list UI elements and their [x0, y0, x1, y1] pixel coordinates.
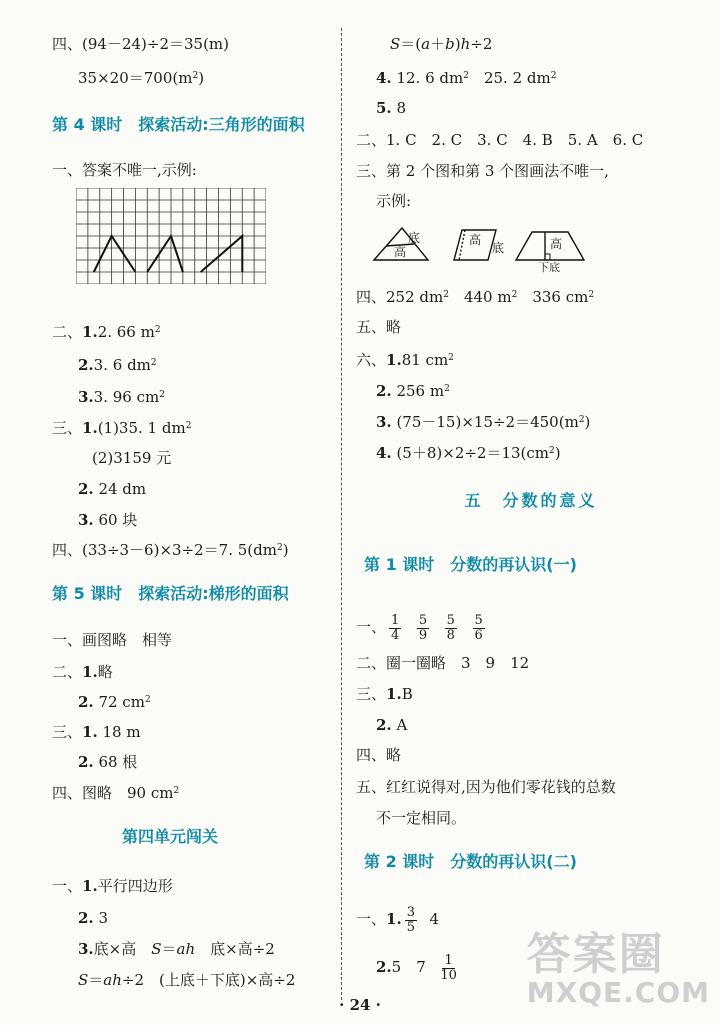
triangle-grid-drawing: [76, 188, 266, 284]
answer-line: 二、1.略: [52, 663, 113, 681]
answer-line: (2)3159 元: [92, 449, 172, 467]
answer-line: 3.3. 96 $cm^2$: [78, 388, 165, 406]
page-number: · 24 ·: [339, 996, 381, 1014]
answer-line: 五、红红说得对,因为他们零花钱的总数: [356, 778, 616, 796]
lesson-heading: 第 1 课时 分数的再认识(一): [364, 555, 577, 574]
answer-line: 2. 256 $m^2$: [376, 382, 450, 400]
answer-line: S＝ah÷2 (上底＋下底)×高÷2: [78, 971, 296, 989]
answer-line: 3. $(75-15)\times 15\div 2=450(m^2)$: [376, 413, 591, 431]
height-label: 高: [394, 245, 407, 259]
answer-line: 3. 60 块: [78, 511, 138, 529]
answer-line: 5. 8: [376, 99, 406, 117]
answer-line: S＝(a＋b)h÷2: [390, 35, 493, 53]
base-label: 底: [492, 241, 505, 255]
answer-line: 四、略: [356, 746, 402, 764]
base-label: 底: [408, 231, 421, 245]
answer-line: 二、1. C 2. C 3. C 4. B 5. A 6. C: [356, 131, 644, 149]
answer-line: 四、(94－24)÷2＝35(m): [52, 35, 230, 53]
answer-line: 2.5 7 $\frac{1}{10}$: [376, 952, 457, 983]
lesson-heading: 第 4 课时 探索活动:三角形的面积: [52, 115, 305, 134]
answer-line: 一、 $\frac{1}{4}$ $\frac{5}{9}$ $\frac{5}{8}$ $\frac{5}{6}$: [356, 612, 483, 643]
answer-line: 一、答案不唯一,示例:: [52, 161, 197, 179]
answer-line: 2. A: [376, 716, 408, 734]
answer-line: 三、第 2 个图和第 3 个图画法不唯一,: [356, 162, 609, 180]
watermark-logo-text: 答案圈: [526, 929, 665, 980]
answer-line: 一、1. $\frac{3}{5}$ 4: [356, 904, 440, 935]
fraction: $\frac{1}{4}$: [391, 612, 400, 643]
unit-heading: 第四单元闯关: [121, 827, 218, 846]
answer-line: 四、图略 90 $cm^2$: [52, 784, 180, 802]
answer-line: 六、1.81 $cm^2$: [356, 351, 454, 369]
fraction: $\frac{1}{10}$: [440, 952, 457, 983]
answer-line: $35\times 20=700(m^2)$: [78, 69, 205, 87]
answer-line: 4. $(5+8)\times 2\div 2=13(cm^2)$: [376, 444, 561, 462]
answer-line: 3.底×高 S＝ah 底×高÷2: [78, 940, 275, 958]
watermark-url: MXQE.COM: [526, 976, 710, 1009]
right-column: [342, 0, 720, 1000]
bottom-base-label: 下底: [538, 261, 560, 274]
answer-line: 一、1.平行四边形: [52, 877, 173, 895]
answer-line: 不一定相同。: [376, 809, 467, 827]
lesson-heading: 第 5 课时 探索活动:梯形的面积: [52, 584, 289, 603]
answer-line: 三、1.B: [356, 685, 413, 703]
answer-line: 五、略: [356, 318, 402, 336]
fraction: $\frac{5}{6}$: [474, 612, 483, 643]
fraction: $\frac{5}{9}$: [418, 612, 428, 643]
fraction: $\frac{3}{5}$: [406, 904, 415, 935]
answer-line: 四、252 $dm^2$ 440 $m^2$ 336 $cm^2$: [356, 288, 595, 306]
answer-line: 示例:: [376, 192, 412, 210]
answer-line: 一、画图略 相等: [52, 631, 173, 649]
answer-line: 4. 12. 6 $dm^2$ 25. 2 $dm^2$: [376, 69, 557, 87]
height-label: 高: [550, 237, 563, 251]
answer-line: 2. 68 根: [78, 753, 138, 771]
answer-line: 四、(33÷3－6)×3÷2＝7. $5(dm^2)$: [52, 541, 289, 559]
answer-line: 二、1.2. 66 $m^2$: [52, 323, 161, 341]
fraction: $\frac{5}{8}$: [446, 612, 455, 643]
answer-line: 三、1. 18 m: [52, 723, 141, 741]
watermark: [526, 929, 710, 1009]
answer-line: 2.3. 6 $dm^2$: [78, 356, 157, 374]
answer-line: 2. 24 dm: [78, 480, 147, 498]
height-label: 高: [469, 233, 482, 247]
shape-examples: [342, 220, 720, 274]
answer-line: 三、1.(1)35. 1 $dm^2$: [52, 419, 192, 437]
unit-heading: 五 分数的意义: [464, 491, 598, 510]
lesson-heading: 第 2 课时 分数的再认识(二): [364, 852, 577, 871]
answer-line: 二、圈一圈略 3 9 12: [356, 654, 530, 672]
answer-line: 2. 72 $cm^2$: [78, 693, 151, 711]
left-column: [0, 0, 340, 1000]
grid-figure: [76, 188, 266, 284]
answer-line: 2. 3: [78, 909, 108, 927]
